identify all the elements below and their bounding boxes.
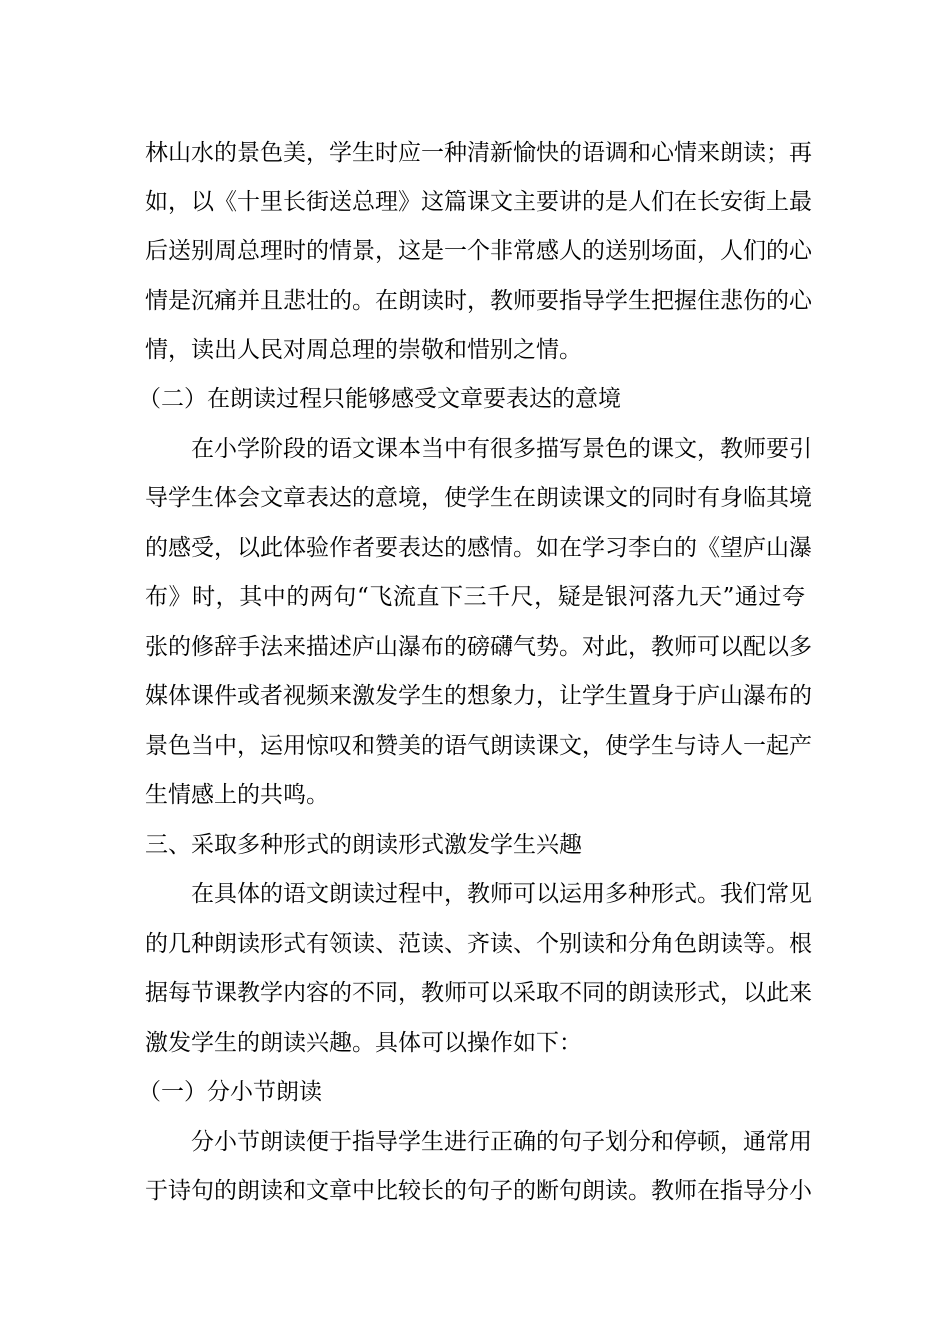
text-line: 张的修辞手法来描述庐山瀑布的磅礴气势。对此，教师可以配以多	[145, 634, 812, 660]
text-line: 媒体课件或者视频来激发学生的想象力，让学生置身于庐山瀑布的	[145, 683, 812, 709]
text-line: 后送别周总理时的情景，这是一个非常感人的送别场面，人们的心	[145, 238, 812, 264]
text-line: 如，以《十里长街送总理》这篇课文主要讲的是人们在长安街上最	[145, 189, 812, 215]
text-line: 在小学阶段的语文课本当中有很多描写景色的课文，教师要引	[191, 436, 812, 462]
text-line: 于诗句的朗读和文章中比较长的句子的断句朗读。教师在指导分小	[145, 1178, 812, 1204]
text-line: 生情感上的共鸣。	[145, 782, 329, 808]
text-line: 激发学生的朗读兴趣。具体可以操作如下：	[145, 1030, 582, 1056]
subsection-heading: （二）在朗读过程只能够感受文章要表达的意境	[138, 386, 621, 412]
text-line: 情，读出人民对周总理的崇敬和惜别之情。	[145, 337, 582, 363]
text-line: 导学生体会文章表达的意境，使学生在朗读课文的同时有身临其境	[145, 485, 812, 511]
section-heading: 三、采取多种形式的朗读形式激发学生兴趣	[145, 832, 582, 858]
text-line: 景色当中，运用惊叹和赞美的语气朗读课文，使学生与诗人一起产	[145, 733, 812, 759]
text-line: 分小节朗读便于指导学生进行正确的句子划分和停顿，通常用	[191, 1129, 812, 1155]
text-line: 林山水的景色美，学生时应一种清新愉快的语调和心情来朗读；再	[145, 140, 812, 166]
text-line: 据每节课教学内容的不同，教师可以采取不同的朗读形式，以此来	[145, 980, 812, 1006]
text-line: 在具体的语文朗读过程中，教师可以运用多种形式。我们常见	[191, 881, 812, 907]
text-line: 的几种朗读形式有领读、范读、齐读、个别读和分角色朗读等。根	[145, 931, 812, 957]
text-line: 的感受，以此体验作者要表达的感情。如在学习李白的《望庐山瀑	[145, 535, 812, 561]
text-line: 布》时，其中的两句“飞流直下三千尺，疑是银河落九天”通过夸	[145, 584, 805, 610]
subsection-heading: （一）分小节朗读	[138, 1079, 322, 1105]
text-line: 情是沉痛并且悲壮的。在朗读时，教师要指导学生把握住悲伤的心	[145, 288, 812, 314]
